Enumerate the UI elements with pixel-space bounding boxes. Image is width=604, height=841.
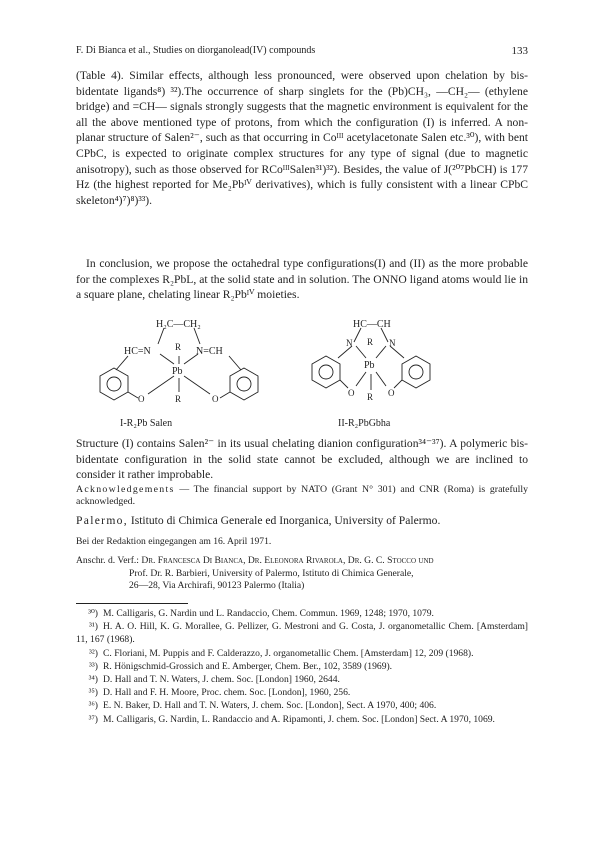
running-title: F. Di Bianca et al., Studies on diorganolead(IV) compounds bbox=[76, 45, 316, 56]
chemical-structures-drawing bbox=[76, 318, 528, 434]
address-line-2: Prof. Dr. R. Barbieri, University of Palermo, Istituto di Chimica Generale, bbox=[129, 567, 414, 579]
structure-i-drawing bbox=[100, 328, 258, 400]
structure-ii-bridge: HC—CH bbox=[353, 319, 391, 330]
reference-number: ³⁵) bbox=[88, 687, 98, 699]
reference-number: ³³) bbox=[89, 660, 98, 672]
paragraph-conclusion bbox=[76, 256, 528, 303]
address-line bbox=[76, 555, 528, 568]
reference-text: D. Hall and T. N. Waters, J. chem. Soc. [London] 1960, 2644. bbox=[103, 674, 340, 686]
paragraph-text: In conclusion, we propose the octahedral type configurations(I) and (II) as the more probable for the complexes R₂PbL, at the solid state and in solution. The ONNO ligand atoms would lie in a square plane, chelating linear R₂Pbᴵⱽ moieties. bbox=[76, 257, 528, 302]
page-number: 133 bbox=[511, 45, 528, 57]
address-line-3: 26—28, Via Archirafi, 90123 Palermo (Italia) bbox=[129, 580, 305, 592]
structure-figure bbox=[76, 318, 528, 434]
reference-text: D. Hall and F. H. Moore, Proc. chem. Soc. [London], 1960, 256. bbox=[103, 687, 351, 699]
structure-ii-r-bottom: R bbox=[367, 392, 374, 402]
reference-number: ³⁰) bbox=[88, 608, 98, 619]
reference-item bbox=[76, 699, 528, 712]
structure-i-bridge: H₂C—CH₂ bbox=[156, 319, 201, 330]
structure-ii-n-right: N bbox=[389, 338, 396, 348]
reference-number: ³⁷) bbox=[88, 713, 98, 725]
reference-item bbox=[76, 686, 528, 699]
structure-ii-r-top: R bbox=[367, 337, 374, 347]
structure-i-caption: I-R₂Pb Salen bbox=[120, 418, 173, 429]
structure-ii-metal: Pb bbox=[364, 360, 375, 371]
affiliation-institute: Istituto di Chimica Generale ed Inorganica, University of Palermo. bbox=[127, 514, 441, 527]
structure-ii-o-left: O bbox=[348, 388, 355, 398]
author-address bbox=[76, 555, 528, 593]
reference-item bbox=[76, 607, 528, 620]
reference-item bbox=[76, 713, 528, 726]
acknowledgements bbox=[76, 484, 528, 508]
reference-item bbox=[76, 660, 528, 673]
affiliation-city: Palermo, bbox=[76, 514, 128, 527]
structure-ii-caption: II-R₂PbGbha bbox=[338, 418, 391, 429]
running-header bbox=[76, 45, 528, 59]
paragraph-structure-i bbox=[76, 436, 528, 483]
structure-i-r-bottom: R bbox=[175, 394, 182, 404]
affiliation bbox=[76, 514, 528, 527]
structure-i-right-imine: N=CH bbox=[196, 346, 223, 357]
structure-i-o-left: O bbox=[138, 394, 145, 404]
acknowledgements-heading: Acknowledgements bbox=[76, 484, 175, 495]
structure-ii-o-right: O bbox=[388, 388, 395, 398]
acknowledgements-text: — The financial support by NATO (Grant N° 301) and CNR (Roma) is gratefully acknowledged. bbox=[76, 484, 528, 508]
reference-number: ³⁶) bbox=[88, 700, 98, 712]
structure-i-metal: Pb bbox=[172, 366, 183, 377]
footnote-divider bbox=[76, 603, 188, 604]
paragraph-text: Structure (I) contains Salen²⁻ in its usual chelating dianion configuration³⁴⁻³⁷). A polymeric bis-bidentate configuration in the solid state cannot be excluded, although we are inclined to consider it rather improbable. bbox=[76, 437, 528, 482]
reference-item bbox=[76, 673, 528, 686]
references-list bbox=[76, 607, 528, 726]
address-label: Anschr. d. Verf.: bbox=[76, 555, 139, 566]
reference-text: E. N. Baker, D. Hall and T. N. Waters, J. chem. Soc. [London], Sect. A 1970, 400; 406. bbox=[103, 700, 437, 712]
paragraph-text: (Table 4). Similar effects, although less pronounced, were observed upon chelation by bis-bidentate ligands⁸) ³²).The occurrence of sharp singlets for the (Pb)CH₃, —CH₂— (ethylene bridge) and =CH— signals strongly suggests that the magnetic environment is equivalent for the all the above mentioned type of protons, from which the configuration (I) is inferred. A non-planar structure of Salen²⁻, such as that occurring in Coᴵᴵᴵ acetylacetonate Salen etc.³⁰), with bent CPbC, is expected to originate complex structures for any type of signal (due to magnetic anisotropy), such as those observed for RCoᴵᴵᴵSalen³¹)³²). Besides, the value of J(²⁰⁷PbCH) is 177 Hz (the highest reported for Me₂Pbᴵⱽ derivatives), which is fully consistent with a linear CPbC skeleton⁴)⁷)⁸)³³). bbox=[76, 69, 528, 207]
structure-i-left-imine: HC=N bbox=[124, 346, 151, 357]
reference-number: ³⁴) bbox=[88, 674, 98, 686]
reference-number: ³²) bbox=[89, 647, 98, 659]
structure-ii-n-left: N bbox=[346, 338, 353, 348]
reference-item bbox=[76, 647, 528, 660]
structure-i-r-top: R bbox=[175, 342, 182, 352]
paragraph-nmr-discussion bbox=[76, 68, 528, 208]
address-line-1: Dr. Francesca Di Bianca, Dr. Eleonora Rivarola, Dr. G. C. Stocco und bbox=[141, 555, 434, 566]
reference-item bbox=[76, 620, 528, 646]
structure-i-o-right: O bbox=[212, 394, 219, 404]
reference-text: C. Floriani, M. Puppis and F. Calderazzo, J. organometallic Chem. [Amsterdam] 12, 209 (1968). bbox=[103, 647, 474, 659]
reference-number: ³¹) bbox=[89, 621, 98, 633]
reference-text: M. Calligaris, G. Nardin und L. Randaccio, Chem. Commun. 1969, 1248; 1970, 1079. bbox=[103, 608, 434, 619]
reference-text: R. Hönigschmid-Grossich and E. Amberger, Chem. Ber., 102, 3589 (1969). bbox=[103, 660, 393, 672]
received-date: Bei der Redaktion eingegangen am 16. April 1971. bbox=[76, 536, 272, 547]
reference-text: M. Calligaris, G. Nardin, L. Randaccio and A. Ripamonti, J. chem. Soc. [London] Sect. A 1970, 1069. bbox=[103, 713, 495, 725]
reference-text: H. A. O. Hill, K. G. Morallee, G. Pellizer, G. Mestroni and G. Costa, J. organometallic Chem. [Amsterdam] 11, 167 (1968). bbox=[76, 621, 528, 646]
